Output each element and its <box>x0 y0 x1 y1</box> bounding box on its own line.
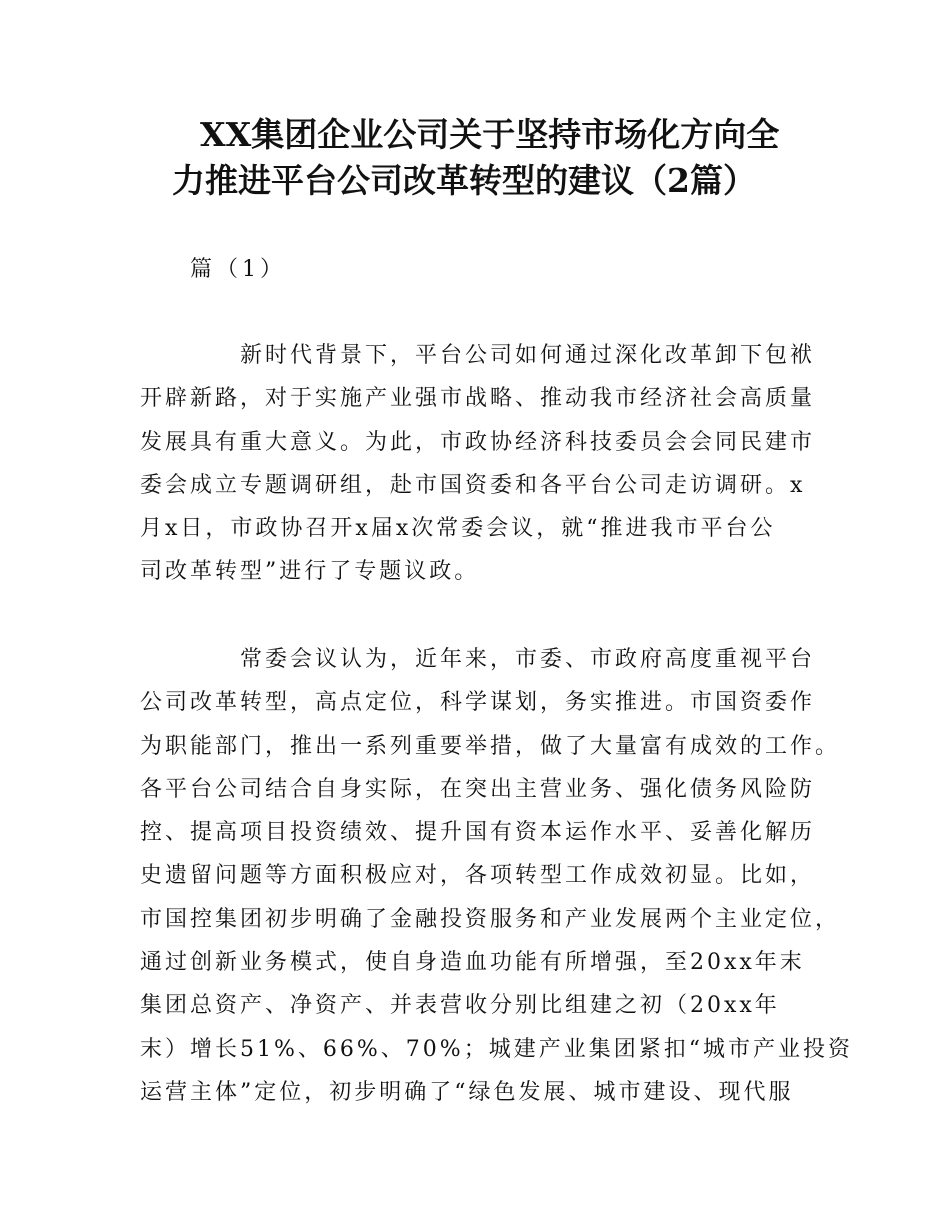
paragraph-line: 公司改革转型，高点定位，科学谋划，务实推进。市国资委作 <box>140 690 816 716</box>
paragraph-line: 为职能部门，推出一系列重要举措，做了大量富有成效的工作。 <box>140 733 841 759</box>
paragraph-line: 运营主体”定位，初步明确了“绿色发展、城市建设、现代服 <box>140 1079 794 1105</box>
paragraph-line: 集团总资产、净资产、并表营收分别比组建之初（20xx年 <box>140 993 780 1019</box>
paragraph-line: 各平台公司结合自身实际，在突出主营业务、强化债务风险防 <box>140 776 816 802</box>
paragraph-line: 通过创新业务模式，使自身造血功能有所增强，至20xx年末 <box>140 950 805 976</box>
paragraph-line: 发展具有重大意义。为此，市政协经济科技委员会会同民建市 <box>140 429 816 455</box>
paragraph-line: 史遗留问题等方面积极应对，各项转型工作成效初显。比如， <box>140 863 816 889</box>
paragraph-line: 司改革转型”进行了专题议政。 <box>140 559 480 585</box>
paragraph-line: 新时代背景下，平台公司如何通过深化改革卸下包袱 <box>240 343 816 368</box>
paragraph-line: 常委会议认为，近年来，市委、市政府高度重视平台 <box>240 647 816 672</box>
paragraph-line: 委会成立专题调研组，赴市国资委和各平台公司走访调研。x <box>140 472 806 498</box>
section-label: 篇（1） <box>190 257 286 282</box>
paragraph-line: 末）增长51%、66%、70%；城建产业集团紧扣“城市产业投资 <box>140 1036 853 1062</box>
paragraph-line: 控、提高项目投资绩效、提升国有资本运作水平、妥善化解历 <box>140 820 816 846</box>
title-line-2: 力推进平台公司改革转型的建议（2篇） <box>172 161 756 200</box>
paragraph-1 <box>140 334 840 594</box>
title-line-1: XX集团企业公司关于坚持市场化方向全 <box>200 115 780 154</box>
document-title <box>140 112 820 204</box>
paragraph-line: 市国控集团初步明确了金融投资服务和产业发展两个主业定位， <box>140 906 841 932</box>
paragraph-line: 月x日，市政协召开x届x次常委会议，就“推进我市平台公 <box>140 516 776 542</box>
paragraph-line: 开辟新路，对于实施产业强市战略、推动我市经济社会高质量 <box>140 386 816 412</box>
paragraph-2 <box>140 638 853 1114</box>
